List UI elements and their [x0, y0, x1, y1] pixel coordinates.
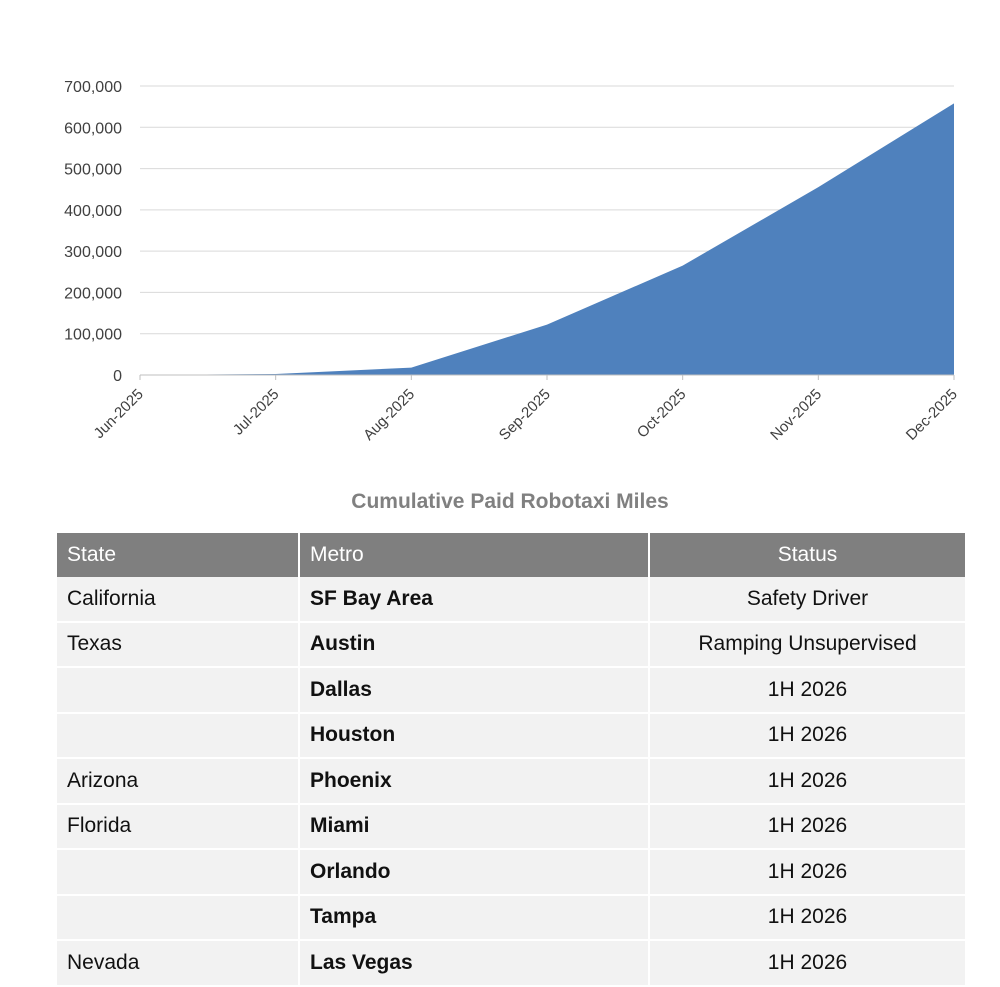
x-tick-label: Oct-2025	[633, 385, 690, 442]
x-axis-ticks	[91, 375, 961, 444]
metro-cell: Las Vegas	[299, 940, 649, 986]
cumulative-miles-area	[140, 103, 954, 375]
status-cell: 1H 2026	[649, 849, 965, 895]
metro-cell: Houston	[299, 713, 649, 759]
status-cell: 1H 2026	[649, 940, 965, 986]
x-tick-label: Aug-2025	[360, 385, 419, 444]
y-tick-label: 700,000	[64, 79, 122, 96]
y-tick-label: 200,000	[64, 285, 122, 303]
status-cell: 1H 2026	[649, 895, 965, 941]
state-cell	[57, 849, 299, 895]
state-cell: Arizona	[57, 758, 299, 804]
table-row	[57, 713, 965, 759]
metro-cell: SF Bay Area	[299, 577, 649, 622]
y-tick-label: 100,000	[64, 326, 122, 344]
table-row	[57, 577, 965, 622]
status-cell: 1H 2026	[649, 804, 965, 850]
state-cell: California	[57, 577, 299, 622]
status-cell: 1H 2026	[649, 667, 965, 713]
table-row	[57, 667, 965, 713]
metro-cell: Austin	[299, 622, 649, 668]
y-axis-ticks	[64, 79, 122, 385]
header-metro: Metro	[299, 533, 649, 577]
metro-status-table	[57, 533, 965, 987]
y-tick-label: 500,000	[64, 161, 122, 179]
x-tick-label: Jul-2025	[229, 385, 283, 439]
metro-cell: Miami	[299, 804, 649, 850]
table-row	[57, 758, 965, 804]
state-cell	[57, 667, 299, 713]
table-row	[57, 849, 965, 895]
status-cell: 1H 2026	[649, 758, 965, 804]
metro-cell: Orlando	[299, 849, 649, 895]
chart-title: Cumulative Paid Robotaxi Miles	[351, 490, 669, 513]
y-tick-label: 400,000	[64, 202, 122, 220]
table-row	[57, 622, 965, 668]
state-cell	[57, 895, 299, 941]
y-tick-label: 600,000	[64, 120, 122, 138]
status-cell: 1H 2026	[649, 713, 965, 759]
status-cell: Ramping Unsupervised	[649, 622, 965, 668]
state-cell: Nevada	[57, 940, 299, 986]
y-tick-label: 300,000	[64, 244, 122, 262]
metro-cell: Dallas	[299, 667, 649, 713]
table-header-row	[57, 533, 965, 577]
area-chart	[0, 0, 1000, 480]
x-tick-label: Dec-2025	[902, 385, 961, 444]
state-cell: Texas	[57, 622, 299, 668]
y-tick-label: 0	[113, 368, 122, 385]
header-state: State	[57, 533, 299, 577]
metro-cell: Phoenix	[299, 758, 649, 804]
table-row	[57, 895, 965, 941]
metro-cell: Tampa	[299, 895, 649, 941]
table-row	[57, 804, 965, 850]
header-status: Status	[649, 533, 965, 577]
state-cell	[57, 713, 299, 759]
status-cell: Safety Driver	[649, 577, 965, 622]
state-cell: Florida	[57, 804, 299, 850]
x-tick-label: Sep-2025	[495, 385, 554, 444]
x-tick-label: Nov-2025	[767, 385, 826, 444]
x-tick-label: Jun-2025	[90, 385, 147, 443]
